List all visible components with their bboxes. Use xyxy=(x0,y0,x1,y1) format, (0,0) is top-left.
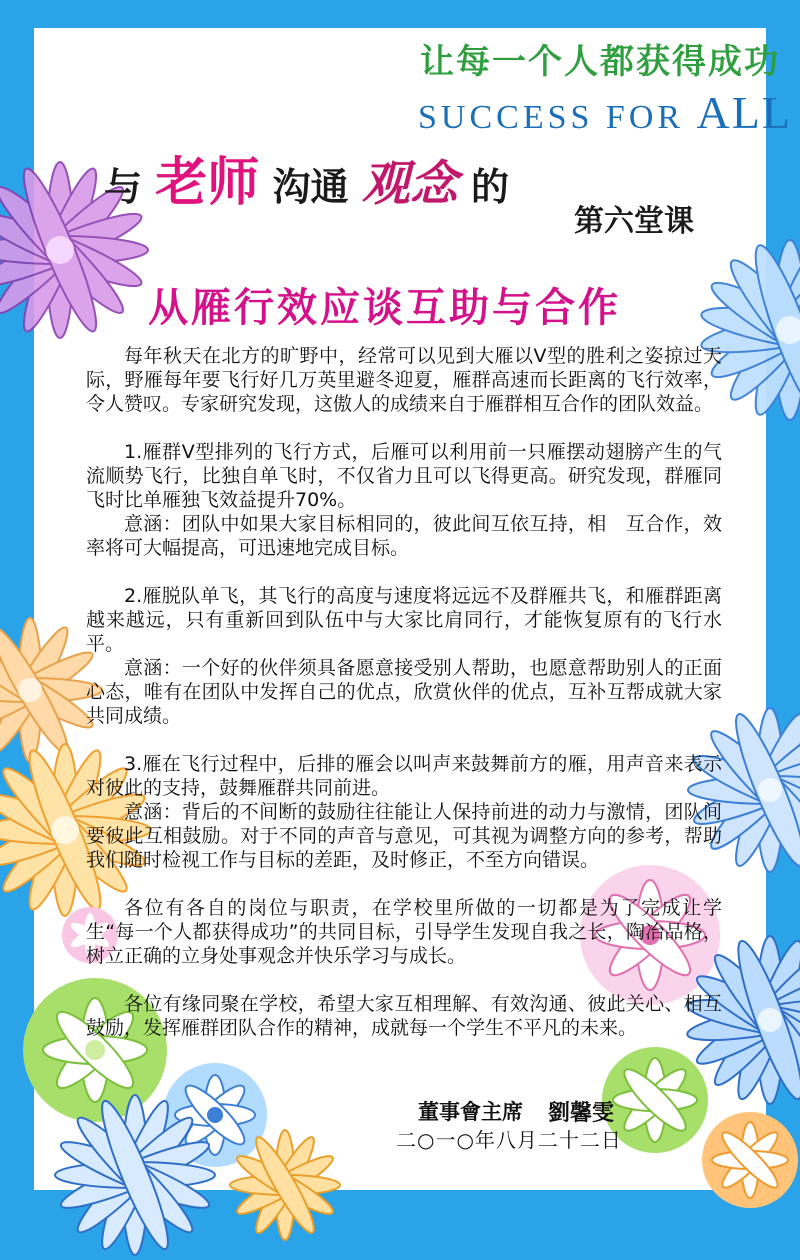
headline-emphasis-concept: 观念 xyxy=(361,156,458,212)
paragraph: 2.雁脱队单飞，其飞行的高度与速度将远远不及群雁共飞，和雁群距离越来越远，只有重新回到队伍中与大家比肩同行，才能恢复原有的飞行水平。 xyxy=(86,585,722,655)
paragraph: 3.雁在飞行过程中，后排的雁会以叫声来鼓舞前方的雁，用声音来表示对彼此的支持，鼓舞雁群共同前进。 xyxy=(86,753,722,799)
lesson-number: 第六堂课 xyxy=(574,204,694,239)
article-body xyxy=(86,344,722,1040)
signature-date: 二○一○年八月二十二日 xyxy=(396,1128,622,1152)
slogan-chinese: 让每一个人都获得成功 xyxy=(420,42,780,82)
signature-name: 劉馨雯 xyxy=(548,1101,615,1126)
paragraph: 1.雁群V型排列的飞行方式，后雁可以利用前一只雁摆动翅膀产生的气流顺势飞行，比独自单飞时，不仅省力且可以飞得更高。研究发现，群雁同飞时比单雁独飞效益提升70%。 xyxy=(86,441,722,511)
slogan-english-emphasis: ALL xyxy=(696,87,792,138)
headline-part-2: 沟通 xyxy=(259,165,362,209)
headline-part-3: 的 xyxy=(457,165,509,209)
paragraph: 意涵：团队中如果大家目标相同的，彼此间互依互持，相 互合作，效率将可大幅提高，可迅速地完成目标。 xyxy=(86,513,722,559)
paragraph: 各位有各自的岗位与职责，在学校里所做的一切都是为了完成让学生“每一个人都获得成功”的共同目标，引导学生发现自我之长，陶冶品格，树立正确的立身处事观念并快乐学习与成长。 xyxy=(86,897,722,967)
paragraph: 每年秋天在北方的旷野中，经常可以见到大雁以V型的胜利之姿掠过天际，野雁每年要飞行好几万英里避冬迎夏，雁群高速而长距离的飞行效率，令人赞叹。专家研究发现，这傲人的成绩来自于雁群相互合作的团队效益。 xyxy=(86,345,722,415)
headline-part-1: 与 xyxy=(104,165,156,209)
flower-icon xyxy=(700,1110,800,1210)
flower-icon xyxy=(50,1090,220,1260)
article-title: 从雁行效应谈互助与合作 xyxy=(148,285,621,331)
slogan-english xyxy=(418,86,792,139)
paragraph: 意涵：背后的不间断的鼓励往往能让人保持前进的动力与激情，团队间要彼此互相鼓励。对于不同的声音与意见，可其视为调整方向的参考，帮助我们随时检视工作与目标的差距，及时修正，不至方向错误。 xyxy=(86,801,722,871)
headline-emphasis-teacher: 老师 xyxy=(155,153,260,213)
paragraph: 意涵：一个好的伙伴须具备愿意接受别人帮助，也愿意帮助别人的正面心态，唯有在团队中发挥自己的优点，欣赏伙伴的优点，互补互帮成就大家共同成绩。 xyxy=(86,657,722,727)
paragraph: 各位有缘同聚在学校，希望大家互相理解、有效沟通、彼此关心、相互鼓励，发挥雁群团队合作的精神，成就每一个学生不平凡的未来。 xyxy=(86,993,722,1039)
slogan-english-prefix: SUCCESS FOR xyxy=(418,99,697,136)
flower-icon xyxy=(225,1125,345,1245)
signature-role: 董事會主席 xyxy=(418,1100,523,1124)
headline xyxy=(104,140,509,215)
